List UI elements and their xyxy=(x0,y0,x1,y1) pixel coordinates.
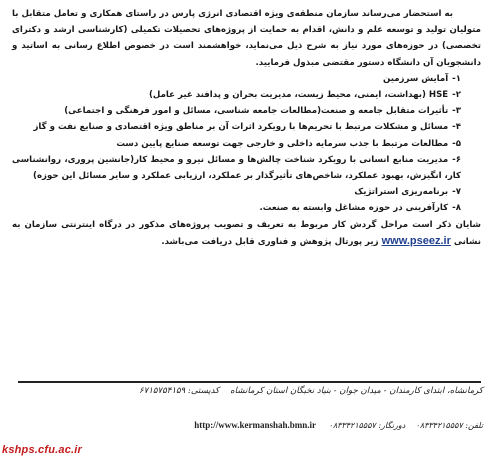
item-number: ۴- xyxy=(452,122,461,133)
list-item xyxy=(12,136,481,152)
postal-label: کدپستی: xyxy=(187,386,220,396)
item-text: مسائل و مشکلات مرتبط با تحریم‌ها با رویکرد اثرات آن بر مناطق ویژه اقتصادی و صنایع نفت و گاز xyxy=(33,122,449,133)
item-number: ۵- xyxy=(452,138,461,149)
list-item xyxy=(12,103,481,119)
footer-contact-line xyxy=(40,420,483,430)
footer-divider xyxy=(18,381,481,383)
item-number: ۲- xyxy=(452,90,461,101)
list-item xyxy=(12,184,481,200)
fax-number: ۰۸۳۳۴۲۱۵۵۵۷ xyxy=(328,421,376,430)
item-number: ۱- xyxy=(452,73,461,84)
list-item xyxy=(12,152,481,184)
item-text: آمایش سرزمین xyxy=(383,73,449,84)
item-number: ۳- xyxy=(452,106,461,117)
research-topics-list xyxy=(12,71,481,217)
list-item xyxy=(12,200,481,216)
item-text: تأثیرات متقابل جامعه و صنعت(مطالعات جامعه شناسی، مسائل و امور فرهنگی و اجتماعی) xyxy=(64,106,449,117)
item-text: HSE (بهداشت، ایمنی، محیط زیست، مدیریت بحران و پدافند غیر عامل) xyxy=(148,90,449,101)
closing-paragraph xyxy=(12,217,481,250)
list-item xyxy=(12,71,481,87)
item-number: ۸- xyxy=(452,203,461,214)
item-number: ۶- xyxy=(452,154,461,165)
footer-address: کرمانشاه، ابتدای کارمندان - میدان جوان - بنیاد نخبگان استان کرمانشاه xyxy=(230,386,483,396)
closing-text-after-link: زیر پورتال پژوهش و فناوری قابل دریافت می‌باشد. xyxy=(161,236,379,247)
list-item xyxy=(12,87,481,103)
item-text: کارآفرینی در حوزه مشاغل وابسته به صنعت. xyxy=(259,203,449,214)
intro-paragraph: به استحضار می‌رساند سازمان منطقه‌ی ویژه اقتصادی انرژی پارس در راستای همکاری و تعامل متقابل با متولیان تولید و توسعه علم و دانش، اقدام به حمایت از پروژه‌های تحصیلات تکمیلی (کارشناسی ارشد و دکترای تخصصی) در حوزه‌های مورد نیاز به شرح ذیل می‌نماید، خواهشمند است در خصوص اطلاع رسانی به اساتید و دانشجویان آن دانشگاه دستور مقتضی مبذول فرمایید. xyxy=(12,9,481,68)
fax-label: دورنگار: xyxy=(378,421,406,430)
footer-address-line xyxy=(40,386,483,396)
postal-code: ۶۷۱۵۷۵۴۱۵۹ xyxy=(139,386,186,396)
item-text: مدیریت منابع انسانی با رویکرد شناخت چالش‌ها و مسائل نیرو و محیط کار(جانشین پروری، روانشناسی کار، انگیزش، بهبود عملکرد، شاخص‌های تأثیرگذار بر عملکرد، ارزیابی عملکرد و سایر مسائل این حوزه) xyxy=(12,154,461,182)
footer-website-link[interactable]: http://www.kermanshah.bmn.ir xyxy=(194,420,316,430)
item-text: برنامه‌ریزی استراتژیک xyxy=(354,187,449,198)
site-watermark: kshps.cfu.ac.ir xyxy=(2,444,83,456)
letter-body xyxy=(12,6,481,250)
item-text: مطالعات مرتبط با جذب سرمایه داخلی و خارجی جهت توسعه صنایع پایین دست xyxy=(116,138,449,149)
list-item xyxy=(12,119,481,135)
portal-link[interactable]: www.pseez.ir xyxy=(381,234,451,247)
item-number: ۷- xyxy=(452,187,461,198)
phone-label: تلفن: xyxy=(465,421,483,430)
closing-text-before-link: شایان ذکر است مراحل گردش کار مربوط به تعریف و تصویب پروژه‌های مذکور در درگاه اینترنتی سازمان به نشانی xyxy=(12,219,481,247)
phone-number: ۰۸۳۳۴۲۱۵۵۵۷ xyxy=(415,421,463,430)
